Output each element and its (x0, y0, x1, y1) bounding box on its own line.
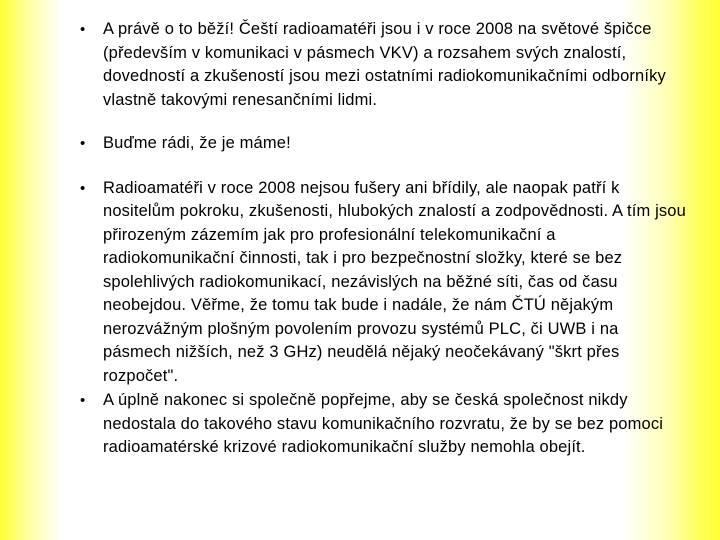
bullet-text: A úplně nakonec si společně popřejme, aby se česká společnost nikdy nedostala do takového stavu komunikačního rozvratu, že by se bez pomoci radioamatérské krizové radiokomunikační služby nemohla obejít. (103, 391, 664, 456)
bullet-marker: • (80, 135, 86, 152)
bullet-list (80, 18, 690, 460)
bullet-marker: • (80, 21, 86, 38)
bullet-item (80, 389, 690, 460)
bullet-marker: • (80, 392, 86, 409)
bullet-item (80, 18, 690, 112)
bullet-text: A právě o to běží! Čeští radioamatéři jsou i v roce 2008 na světové špičce (především v komunikaci v pásmech VKV) a rozsahem svých znalostí, dovedností a zkušeností jsou mezi ostatními radiokomunikačními odborníky vlastně takovými renesančními lidmi. (103, 20, 666, 109)
bullet-item (80, 177, 690, 389)
bullet-marker: • (80, 179, 86, 197)
bullet-text: Radioamatéři v roce 2008 nejsou fušery ani břídily, ale naopak patří k nositelům pokroku, zkušenosti, hlubokých znalostí a zodpovědnosti. A tím jsou přirozeným zázemím jak pro profesionální telekomunikační a radiokomunikační činnosti, tak i pro bezpečnostní složky, které se bez spolehlivých radiokomunikací, nezávislých na běžné síti, čas od času neobejdou. Věřme, že tomu tak bude i nadále, že nám ČTÚ nějakým nerozvážným plošným povolením provozu systémů PLC, či UWB i na pásmech nižších, než 3 GHz) neudělá nějaký neočekávaný "škrt přes rozpočet". (103, 178, 686, 385)
bullet-item (80, 132, 690, 156)
bullet-text: Buďme rádi, že je máme! (103, 134, 291, 152)
